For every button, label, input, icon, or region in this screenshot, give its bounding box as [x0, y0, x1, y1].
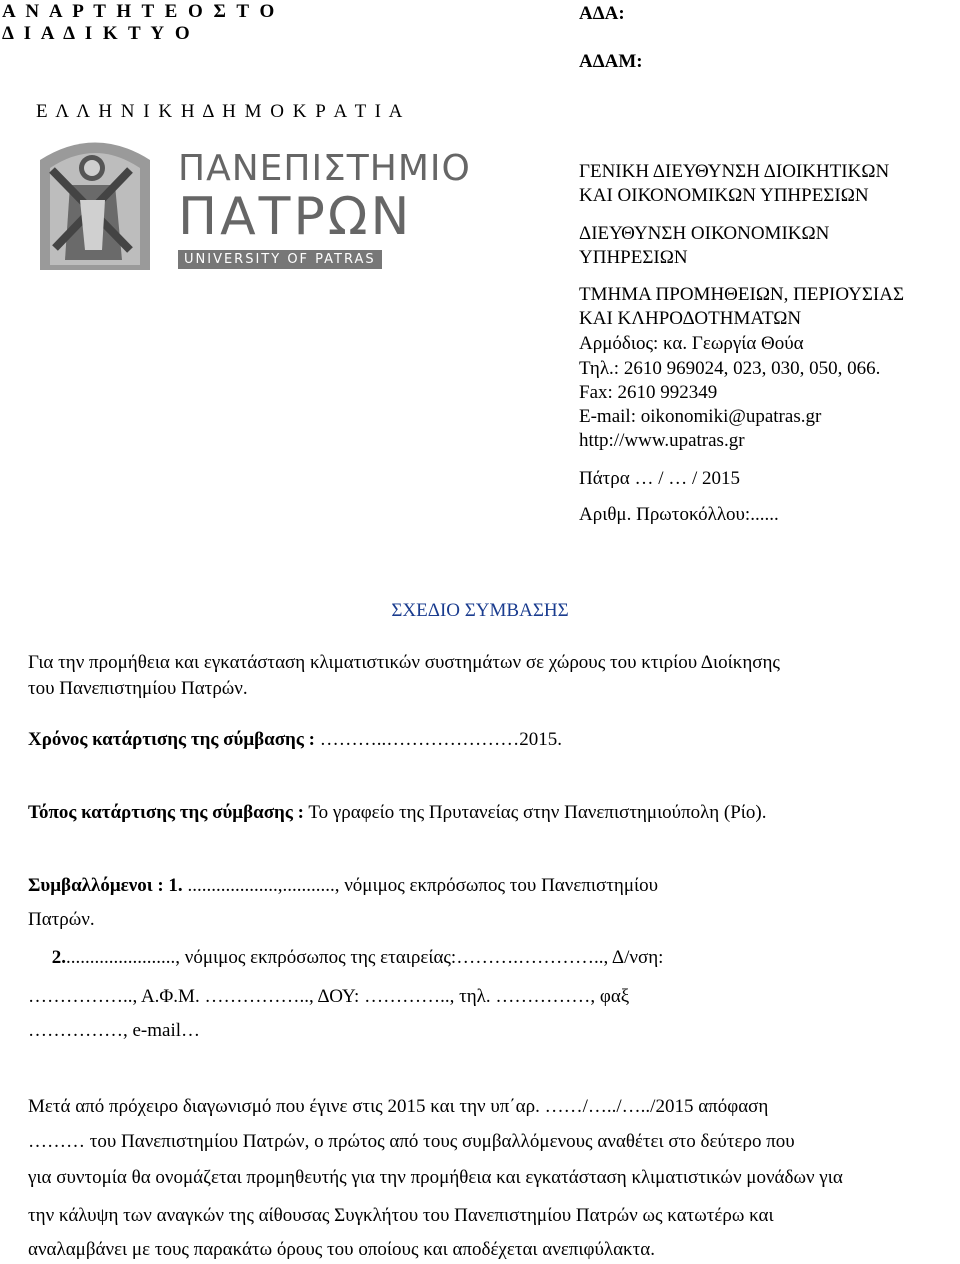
party-1-line-b: Πατρών. — [28, 909, 95, 930]
party-2-line-3: ……………, e-mail… — [28, 1020, 201, 1041]
paragraph-line-1: Μετά από πρόχειρο διαγωνισμό που έγινε στις 2015 και την υπ΄αρ. ……/…../…../2015 απόφαση — [28, 1096, 769, 1117]
place-label: Τόπος κατάρτισης της σύμβασης : — [28, 802, 304, 823]
general-directorate-line-1: ΓΕΝΙΚΗ ΔΙΕΥΘΥΝΣΗ ΔΙΟΙΚΗΤΙΚΩΝ — [579, 161, 890, 182]
directorate-line-2: ΥΠΗΡΕΣΙΩΝ — [579, 247, 688, 268]
parties-label: Συμβαλλόμενοι : 1. — [28, 875, 183, 896]
time-field — [28, 728, 562, 752]
adam-label: ΑΔΑΜ: — [579, 51, 643, 72]
time-value: ………..…………………2015. — [314, 729, 562, 750]
party-2-number: 2. — [51, 947, 66, 968]
posted-line-2: Δ Ι Α Δ Ι Κ Τ Υ Ο — [2, 23, 193, 44]
party-1-line — [28, 874, 958, 898]
university-seal-logo — [30, 130, 160, 275]
time-label: Χρόνος κατάρτισης της σύμβασης : — [28, 729, 315, 750]
party-2-line-2: …………….., Α.Φ.Μ. …………….., ΔΟΥ: ………….., τηλ. ……………, φαξ — [28, 986, 630, 1007]
paragraph-line-3: για συντομία θα ονομάζεται προμηθευτής για την προμήθεια και εγκατάσταση κλιματιστικών μονάδων για — [28, 1167, 843, 1188]
directorate-line-1: ΔΙΕΥΘΥΝΣΗ ΟΙΚΟΝΟΜΙΚΩΝ — [579, 223, 830, 244]
department-line-2: ΚΑΙ ΚΛΗΡΟΔΟΤΗΜΑΤΩΝ — [579, 308, 802, 329]
paragraph-line-4: την κάλυψη των αναγκών της αίθουσας Συγκλήτου του Πανεπιστημίου Πατρών ως κατωτέρω και — [28, 1205, 774, 1226]
place-field — [28, 801, 767, 825]
posted-line-1: Α Ν Α Ρ Τ Η Τ Ε Ο Σ Τ Ο — [2, 1, 278, 22]
paragraph-line-2: ……… του Πανεπιστημίου Πατρών, ο πρώτος από τους συμβαλλόμενους αναθέτει στο δεύτερο που — [28, 1131, 795, 1152]
contact-person: Αρμόδιος: κα. Γεωργία Θούα — [579, 333, 804, 354]
document-title: ΣΧΕΔΙΟ ΣΥΜΒΑΣΗΣ — [391, 600, 569, 621]
party-2-text: ......................., νόμιμος εκπρόσωπος της εταιρείας:……….………….., Δ/νση: — [66, 947, 664, 968]
party-1-text: ...................,..........., νόμιμος εκπρόσωπος του Πανεπιστημίου — [187, 875, 659, 896]
paragraph-line-5: αναλαμβάνει με τους παρακάτω όρους του οποίους και αποδέχεται ανεπιφύλακτα. — [28, 1239, 655, 1260]
protocol-number: Αριθμ. Πρωτοκόλλου:...... — [579, 504, 779, 525]
date-line: Πάτρα … / … / 2015 — [579, 468, 741, 489]
logo-band: UNIVERSITY OF PATRAS — [178, 250, 382, 269]
department-line-1: ΤΜΗΜΑ ΠΡΟΜΗΘΕΙΩΝ, ΠΕΡΙΟΥΣΙΑΣ — [579, 284, 905, 305]
subject-line-1: Για την προμήθεια και εγκατάσταση κλιματιστικών συστημάτων σε χώρους του κτιρίου Διοίκησης — [28, 652, 780, 673]
subject-line-2: του Πανεπιστημίου Πατρών. — [28, 678, 248, 699]
email: E-mail: oikonomiki@upatras.gr — [579, 406, 822, 427]
website: http://www.upatras.gr — [579, 430, 745, 451]
party-2-line — [28, 946, 958, 970]
ada-label: ΑΔΑ: — [579, 3, 625, 24]
place-value: Το γραφείο της Πρυτανείας στην Πανεπιστημιούπολη (Ρίο). — [303, 802, 767, 823]
logo-line-1: ΠΑΝΕΠΙΣΤΗΜΙΟ — [178, 148, 471, 189]
general-directorate-line-2: ΚΑΙ ΟΙΚΟΝΟΜΙΚΩΝ ΥΠΗΡΕΣΙΩΝ — [579, 185, 869, 206]
university-wordmark — [178, 150, 471, 269]
fax: Fax: 2610 992349 — [579, 382, 718, 403]
logo-line-2: ΠΑΤΡΩΝ — [178, 187, 413, 247]
phone: Τηλ.: 2610 969024, 023, 030, 050, 066. — [579, 358, 881, 379]
republic-header: Ε Λ Λ Η Ν Ι Κ Η Δ Η Μ Ο Κ Ρ Α Τ Ι Α — [36, 101, 405, 122]
